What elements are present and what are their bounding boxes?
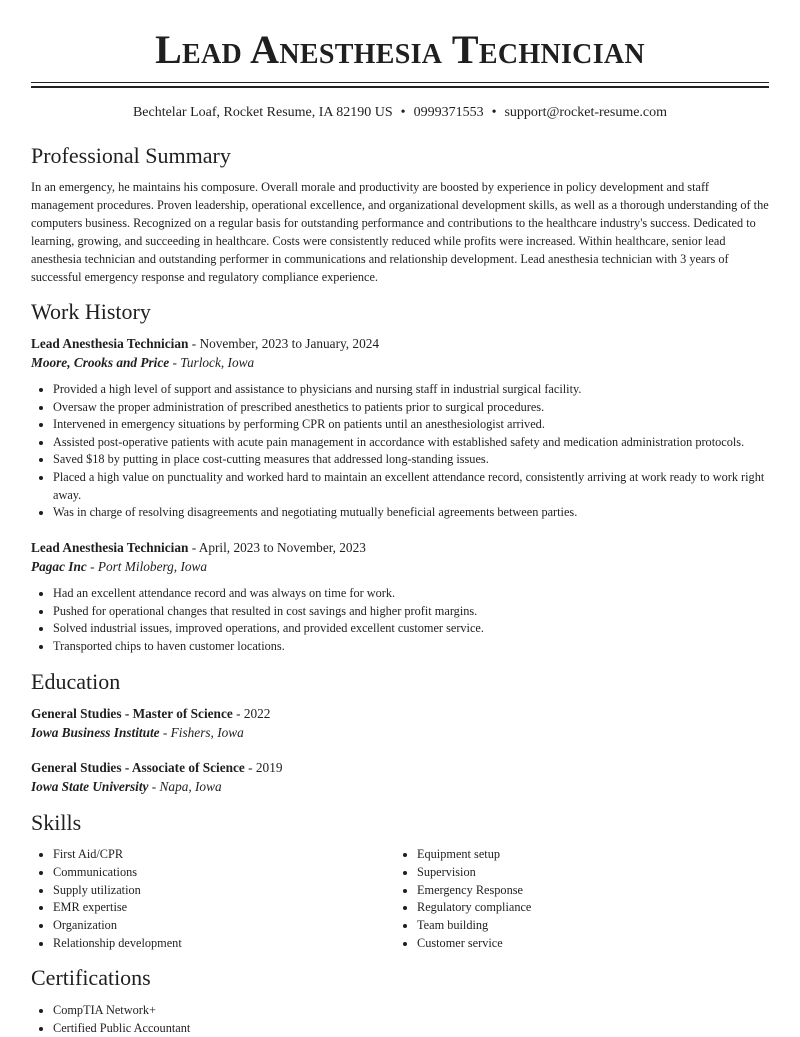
education-school-line — [31, 778, 222, 796]
job-bullet: • Oversaw the proper administration of prescribed anesthetics to patients prior to surgical procedures. — [53, 399, 769, 417]
skill-item: • EMR expertise — [53, 899, 393, 917]
job-title-line — [31, 539, 366, 557]
job-company-line — [31, 558, 207, 576]
job-bullet: • Saved $18 by putting in place cost-cutting measures that addressed long-standing issues. — [53, 451, 769, 469]
contact-phone: 0999371553 — [413, 105, 484, 120]
education-school-line — [31, 724, 244, 742]
skill-item: • Relationship development — [53, 935, 393, 953]
section-title-skills: Skills — [31, 810, 82, 835]
job-bullet: • Placed a high value on punctuality and worked hard to maintain an excellent attendance record, consistently arriving at work ready to work right away. — [53, 469, 769, 504]
section-title-certifications: Certifications — [31, 965, 151, 990]
job-location: - Turlock, Iowa — [169, 355, 255, 370]
skill-item: • Supervision — [417, 864, 769, 882]
skill-item: • Emergency Response — [417, 882, 769, 900]
skill-item: • Team building — [417, 917, 769, 935]
education-location: - Fishers, Iowa — [159, 725, 244, 740]
skills-list-left — [31, 846, 393, 953]
contact-separator: • — [491, 105, 497, 120]
contact-address: Bechtelar Loaf, Rocket Resume, IA 82190 US — [132, 105, 393, 120]
education-degree-line — [31, 759, 283, 777]
skill-item: • Regulatory compliance — [417, 899, 769, 917]
skill-item: • Customer service — [417, 935, 769, 953]
resume-name: Lead Anesthesia Technician — [155, 27, 645, 72]
certification-item: • Certified Public Accountant — [53, 1020, 769, 1037]
job-title-line — [31, 335, 379, 353]
job-bullet: • Solved industrial issues, improved operations, and provided excellent customer service. — [53, 620, 769, 638]
job-bullet: • Was in charge of resolving disagreements and negotiating mutually beneficial agreements between parties. — [53, 504, 769, 522]
section-title-summary: Professional Summary — [31, 143, 231, 168]
job-role: Lead Anesthesia Technician — [31, 540, 189, 555]
education-location: - Napa, Iowa — [148, 779, 222, 794]
job-bullet: • Intervened in emergency situations by performing CPR on patients until an anesthesiologist arrived. — [53, 416, 769, 434]
job-bullet: • Provided a high level of support and assistance to physicians and nursing staff in industrial surgical facility. — [53, 381, 769, 399]
header-rule-thin — [31, 82, 769, 83]
skill-item: • Equipment setup — [417, 846, 769, 864]
education-year: - 2019 — [244, 760, 283, 775]
education-degree: General Studies - Master of Science — [31, 706, 233, 721]
job-dates: - November, 2023 to January, 2024 — [188, 336, 380, 351]
contact-line — [31, 104, 769, 122]
education-school: Iowa Business Institute — [31, 725, 160, 740]
job-location: - Port Miloberg, Iowa — [86, 559, 208, 574]
job-bullet-list — [31, 381, 769, 522]
education-school: Iowa State University — [31, 779, 149, 794]
section-title-work-history: Work History — [31, 299, 151, 324]
education-year: - 2022 — [232, 706, 271, 721]
job-company: Moore, Crooks and Price — [31, 355, 170, 370]
contact-separator: • — [400, 105, 406, 120]
skill-item: • Supply utilization — [53, 882, 393, 900]
certifications-list — [31, 1002, 769, 1037]
job-bullet: • Had an excellent attendance record and was always on time for work. — [53, 585, 769, 603]
certification-item: • CompTIA Network+ — [53, 1002, 769, 1020]
education-degree-line — [31, 705, 270, 723]
contact-email: support@rocket-resume.com — [504, 105, 668, 120]
summary-text: In an emergency, he maintains his composure. Overall morale and productivity are boosted by experience in policy development and staff management procedures. Proven leadership, operational excellence, and organizational development skills, as well as a thorough understanding of the computers business. Recognized on a regular basis for outstanding performance and contributions to the healthcare industry's success. Dedicated to learning, growing, and succeeding in healthcare. Costs were consistently reduced while profits were increased. Within healthcare, senior lead anesthesia technician and outstanding performer in communications and relationship development. Lead anesthesia technician with 3 years of successful emergency response and regulatory compliance experience. — [31, 180, 769, 284]
skill-item: • Communications — [53, 864, 393, 882]
job-dates: - April, 2023 to November, 2023 — [188, 540, 366, 555]
job-company-line — [31, 354, 254, 372]
job-role: Lead Anesthesia Technician — [31, 336, 189, 351]
education-degree: General Studies - Associate of Science — [31, 760, 245, 775]
header-rule-thick — [31, 86, 769, 88]
section-title-education: Education — [31, 669, 121, 694]
skill-item: • First Aid/CPR — [53, 846, 393, 864]
job-bullet: • Pushed for operational changes that resulted in cost savings and higher profit margins. — [53, 603, 769, 621]
job-bullet: • Assisted post-operative patients with acute pain management in accordance with established safety and medication administration protocols. — [53, 434, 769, 452]
job-company: Pagac Inc — [31, 559, 87, 574]
job-bullet: • Transported chips to haven customer locations. — [53, 638, 769, 656]
job-bullet-list — [31, 585, 769, 655]
skill-item: • Organization — [53, 917, 393, 935]
skills-list-right — [395, 846, 769, 953]
